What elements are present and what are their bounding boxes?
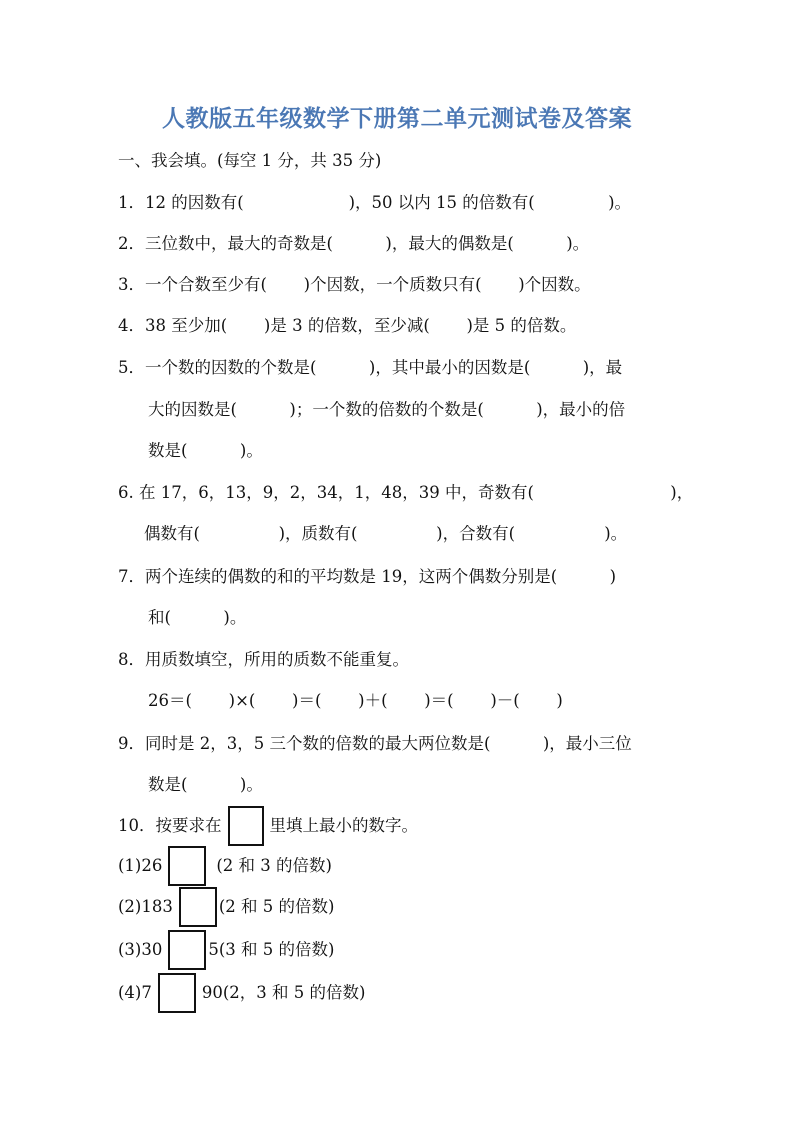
question-5-line-1: 5．一个数的因数的个数是( )，其中最小的因数是( )，最 [118, 358, 623, 377]
question-10-before: 10．按要求在 [118, 816, 222, 835]
item-4-prefix: (4)7 [118, 983, 152, 1002]
question-10-after: 里填上最小的数字。 [269, 816, 418, 835]
question-3: 3．一个合数至少有( )个因数，一个质数只有( )个因数。 [118, 275, 591, 294]
question-6-line-2: 偶数有( )，质数有( )，合数有( )。 [144, 524, 628, 543]
question-2: 2．三位数中，最大的奇数是( )，最大的偶数是( )。 [118, 234, 590, 253]
item-2-prefix: (2)183 [118, 897, 173, 916]
question-10-item-3 [118, 930, 334, 970]
section-heading: 一、我会填。(每空 1 分，共 35 分) [118, 151, 382, 170]
question-9-line-2: 数是( )。 [148, 775, 263, 794]
question-5-line-3: 数是( )。 [148, 441, 263, 460]
question-4: 4．38 至少加( )是 3 的倍数，至少减( )是 5 的倍数。 [118, 316, 577, 335]
item-1-suffix: (2 和 3 的倍数) [216, 856, 332, 875]
question-10-item-4 [118, 973, 365, 1013]
item-3-prefix: (3)30 [118, 940, 163, 959]
question-9-line-1: 9．同时是 2，3，5 三个数的倍数的最大两位数是( )，最小三位 [118, 734, 632, 753]
question-10-item-1 [118, 846, 332, 886]
item-2-suffix: (2 和 5 的倍数) [218, 897, 335, 916]
question-8-line-1: 8．用质数填空，所用的质数不能重复。 [118, 650, 409, 669]
item-1-prefix: (1)26 [118, 856, 163, 875]
page-title: 人教版五年级数学下册第二单元测试卷及答案 [162, 106, 632, 132]
item-4-suffix: 90(2，3 和 5 的倍数) [201, 983, 366, 1002]
answer-box-3[interactable] [168, 930, 206, 970]
item-3-suffix: 5(3 和 5 的倍数) [208, 940, 335, 959]
answer-box-1[interactable] [168, 846, 206, 886]
question-7-line-2: 和( )。 [148, 608, 247, 627]
question-10 [118, 806, 418, 846]
question-7-line-1: 7．两个连续的偶数的和的平均数是 19，这两个偶数分别是( ) [118, 567, 617, 586]
answer-box-2[interactable] [179, 887, 217, 927]
question-8-line-2: 26＝( )×( )＝( )＋( )＝( )－( ) [148, 691, 563, 710]
answer-box [228, 806, 264, 846]
question-10-item-2 [118, 887, 334, 927]
question-6-line-1: 6. 在 17，6，13，9，2，34，1，48，39 中，奇数有( )， [118, 483, 694, 502]
question-1: 1．12 的因数有( )，50 以内 15 的倍数有( )。 [118, 193, 632, 212]
answer-box-4[interactable] [158, 973, 196, 1013]
question-5-line-2: 大的因数是( )；一个数的倍数的个数是( )，最小的倍 [148, 400, 626, 419]
